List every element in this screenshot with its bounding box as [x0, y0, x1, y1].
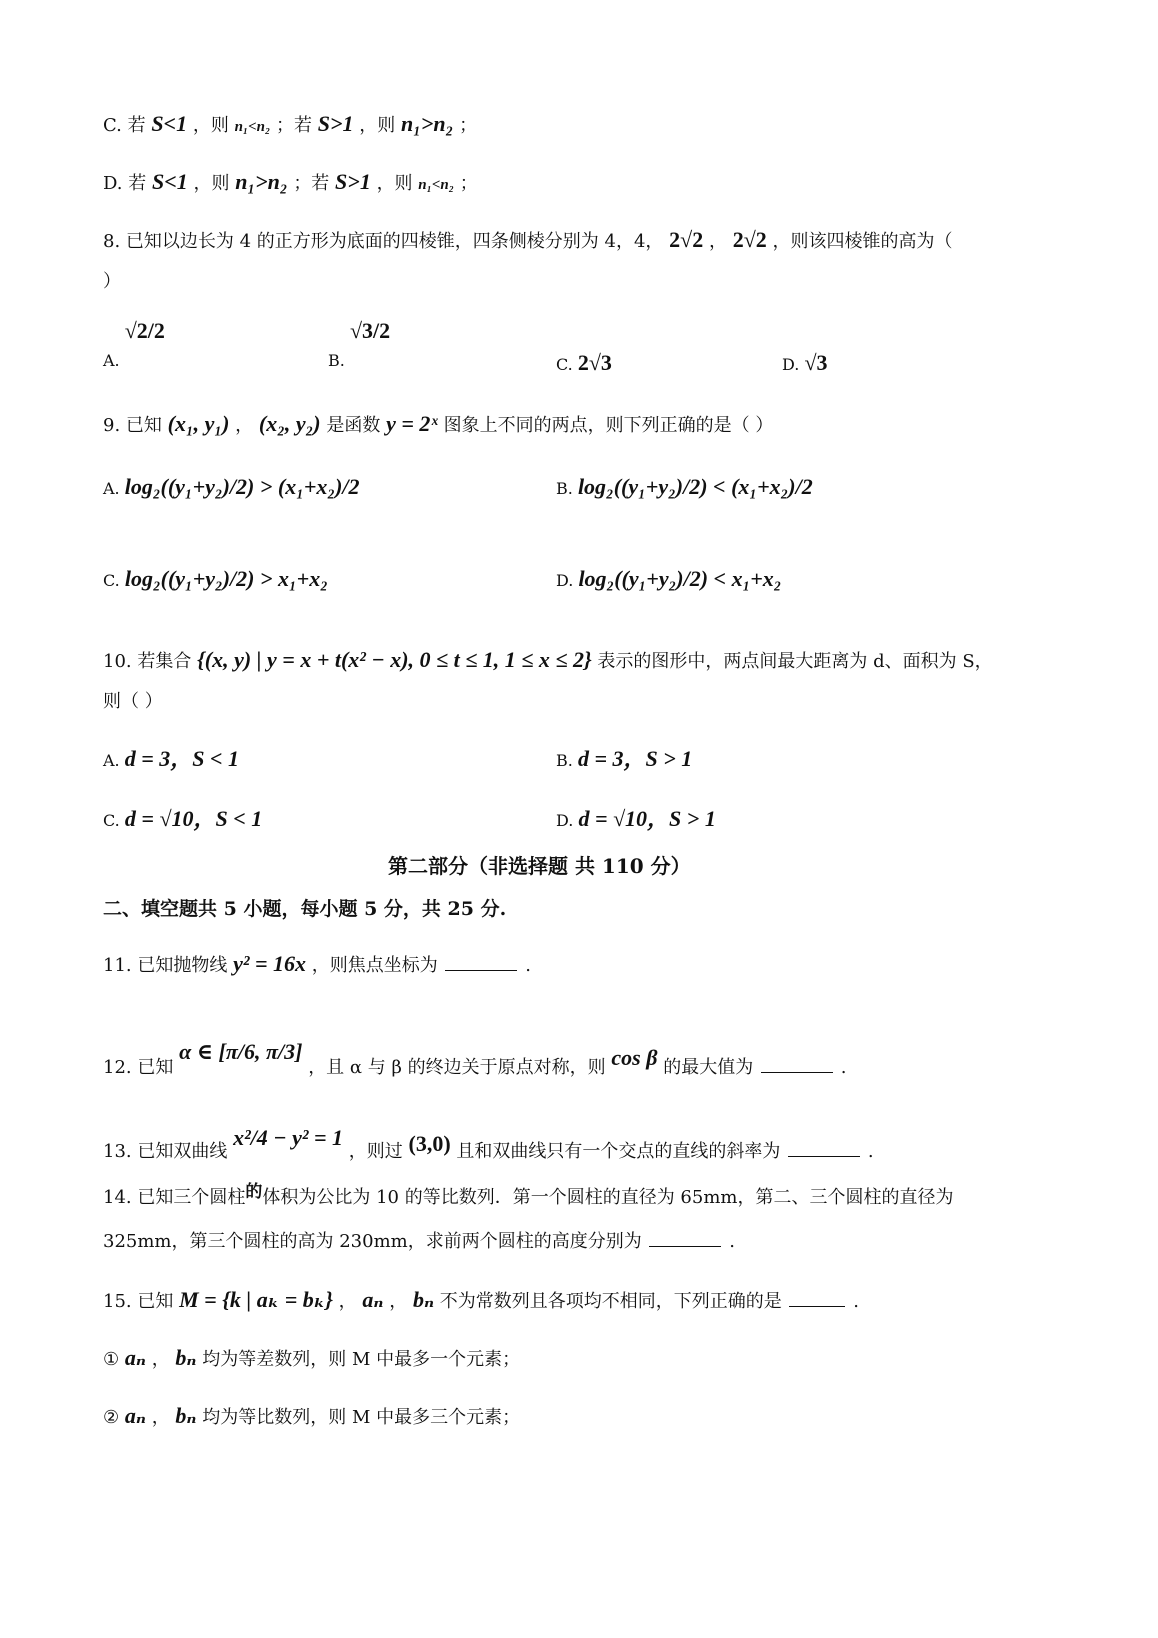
math-point: (3,0) [408, 1131, 451, 1156]
q10-stem-end [103, 690, 163, 714]
text: ，则 [376, 173, 413, 194]
text: 是函数 [326, 415, 381, 436]
text: ） [103, 271, 121, 292]
q9-stem [103, 412, 773, 438]
q13 [103, 1126, 874, 1164]
text: 且和双曲线只有一个交点的直线的斜率为 [456, 1141, 781, 1162]
math-sequence: aₙ [362, 1287, 384, 1312]
math-answer: √3 [804, 350, 828, 375]
math-answer: √2/2 [124, 318, 165, 343]
q9-option-c [103, 566, 328, 592]
q10-option-a [103, 742, 239, 773]
text: 均为等差数列，则 M 中最多一个元素； [202, 1349, 521, 1370]
text: ， [338, 1291, 357, 1312]
math-relation: n₁<n₂ [234, 119, 271, 135]
text: ；若 [276, 115, 312, 136]
text: 14. 已知三个圆柱 [103, 1187, 246, 1208]
part-two-title: 第二部分（非选择题 共 110 分） [388, 854, 691, 878]
q15-statement-1 [103, 1346, 520, 1372]
math-answer: 2√3 [577, 350, 612, 375]
math-answer: log₂((y₁+y₂)/2) > (x₁+x₂)/2 [124, 474, 360, 499]
text: . [853, 1291, 859, 1312]
text: ， [151, 1407, 170, 1428]
q8-option-b [328, 318, 390, 370]
text: 图象上不同的两点，则下列正确的是（ ） [443, 415, 774, 436]
text: ； [459, 173, 478, 194]
text: 10. 若集合 [103, 651, 192, 672]
text: 9. 已知 [103, 415, 162, 436]
math-answer: log₂((y₁+y₂)/2) < (x₁+x₂)/2 [577, 474, 813, 499]
text: ， [389, 1291, 408, 1312]
option-label: C. [103, 571, 120, 590]
math-set: {(x, y) | y = x + t(x² − x), 0 ≤ t ≤ 1, 1 ≤ x ≤ 2} [197, 647, 592, 672]
math-sequence: aₙ [124, 1403, 146, 1428]
q15-statement-2 [103, 1404, 520, 1430]
text: ；若 [293, 173, 330, 194]
text: 8. 已知以边长为 4 的正方形为底面的四棱锥，四条侧棱分别为 4，4， [103, 231, 664, 252]
math-relation: n₁<n₂ [418, 177, 454, 193]
q10-stem [103, 648, 993, 674]
math-answer: d = √10，S < 1 [124, 806, 263, 831]
text: ，则 [192, 115, 229, 136]
text: 325mm，第三个圆柱的高为 230mm，求前两个圆柱的高度分别为 [103, 1231, 642, 1252]
option-label: C. [103, 811, 120, 830]
q12 [103, 1040, 846, 1080]
option-label: D. [782, 355, 800, 374]
math-answer: d = 3，S > 1 [577, 746, 693, 771]
text: ，则过 [348, 1141, 403, 1162]
text: 13. 已知双曲线 [103, 1141, 228, 1162]
math-point: (x₁, y₁) [167, 411, 230, 436]
option-label: B. [328, 351, 345, 370]
text: 11. 已知抛物线 [103, 955, 228, 976]
text: . [525, 955, 531, 976]
math-sequence: aₙ [124, 1345, 146, 1370]
math-answer: log₂((y₁+y₂)/2) > x₁+x₂ [124, 566, 328, 591]
q7-option-c [103, 112, 477, 139]
text: ，则 [193, 173, 230, 194]
q9-option-a [103, 474, 360, 500]
text: ，则 [359, 115, 396, 136]
statement-marker: ① [103, 1349, 120, 1370]
q10-option-c [103, 802, 262, 833]
text: 的 [245, 1182, 263, 1201]
text: . [729, 1231, 735, 1252]
math-answer: d = 3，S < 1 [124, 746, 240, 771]
text: 的最大值为 [663, 1057, 754, 1078]
answer-blank[interactable] [761, 1054, 833, 1073]
q8-option-c [556, 350, 612, 376]
q8-option-a [103, 318, 165, 370]
q9-option-d [556, 566, 781, 592]
text: 均为等比数列，则 M 中最多三个元素； [202, 1407, 521, 1428]
math-inequality: S<1 [151, 169, 188, 194]
math-answer: √3/2 [349, 318, 391, 343]
q9-option-b [556, 474, 813, 500]
math-condition: α ∈ [π/6, π/3] [179, 1039, 303, 1064]
text: ，则该四棱锥的高为（ [772, 231, 953, 252]
math-relation: n₁>n₂ [400, 111, 454, 136]
text: ； [459, 115, 478, 136]
option-label: A. [103, 351, 120, 370]
option-label: B. [556, 479, 573, 498]
text: 不为常数列且各项均不相同，下列正确的是 [439, 1291, 782, 1312]
math-set: M = {k | aₖ = bₖ} [179, 1287, 333, 1312]
q8-stem [103, 228, 953, 254]
option-label: D. [556, 811, 574, 830]
q8-option-d [782, 350, 828, 376]
q14-line1 [103, 1180, 953, 1210]
option-label: C. 若 [103, 115, 146, 136]
answer-blank[interactable] [445, 952, 517, 971]
text: 12. 已知 [103, 1057, 174, 1078]
math-inequality: S>1 [317, 111, 354, 136]
option-label: B. [556, 751, 573, 770]
answer-blank[interactable] [649, 1228, 721, 1247]
math-value: 2√2 [669, 227, 704, 252]
math-relation: n₁>n₂ [235, 169, 288, 194]
math-point: (x₂, y₂) [258, 411, 321, 436]
q11 [103, 952, 531, 978]
text: 15. 已知 [103, 1291, 174, 1312]
text: ， [708, 231, 727, 252]
math-inequality: S<1 [151, 111, 188, 136]
text: ， [235, 415, 254, 436]
math-sequence: bₙ [175, 1345, 197, 1370]
math-expression: cos β [611, 1045, 658, 1070]
q8-stem-end [103, 270, 121, 294]
text: ， [151, 1349, 170, 1370]
text: . [867, 1141, 874, 1162]
statement-marker: ② [103, 1407, 120, 1428]
q10-option-b [556, 742, 692, 773]
text: 则（ ） [103, 691, 163, 712]
q7-option-d [103, 170, 478, 197]
math-equation: y² = 16x [233, 951, 306, 976]
option-label: A. [103, 479, 120, 498]
option-label: C. [556, 355, 573, 374]
math-inequality: S>1 [335, 169, 371, 194]
math-value: 2√2 [732, 227, 767, 252]
math-equation: x²/4 − y² = 1 [233, 1125, 344, 1150]
math-answer: log₂((y₁+y₂)/2) < x₁+x₂ [578, 566, 782, 591]
math-sequence: bₙ [175, 1403, 197, 1428]
text: 体积为公比为 10 的等比数列．第一个圆柱的直径为 65mm，第二、三个圆柱的直径为 [262, 1187, 954, 1208]
option-label: D. [556, 571, 574, 590]
q10-option-d [556, 802, 716, 833]
math-answer: d = √10，S > 1 [578, 806, 716, 831]
option-label: D. 若 [103, 173, 147, 194]
section-heading: 二、填空题共 5 小题，每小题 5 分，共 25 分. [103, 898, 507, 920]
text: . [840, 1057, 847, 1078]
text: ，则焦点坐标为 [311, 955, 438, 976]
math-function: y = 2ˣ [386, 411, 438, 436]
text: 表示的图形中，两点间最大距离为 d、面积为 S， [597, 651, 993, 672]
answer-blank[interactable] [788, 1138, 860, 1157]
option-label: A. [103, 751, 120, 770]
answer-blank[interactable] [789, 1288, 845, 1307]
math-sequence: bₙ [412, 1287, 435, 1312]
q15-stem [103, 1288, 859, 1314]
text: ，且 α 与 β 的终边关于原点对称，则 [308, 1057, 606, 1078]
q14-line2 [103, 1228, 735, 1254]
